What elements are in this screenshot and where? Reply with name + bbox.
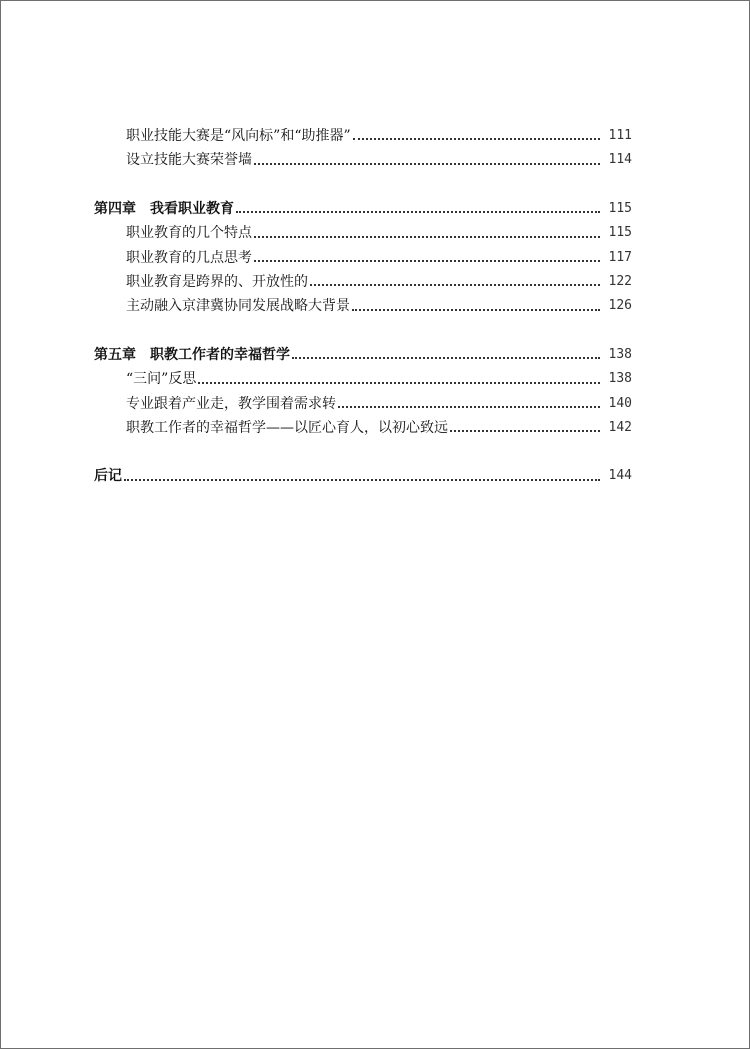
dot-leader xyxy=(236,211,600,213)
toc-block-chapter-three-tail xyxy=(94,124,632,173)
toc-entry-title: “三问”反思 xyxy=(126,371,197,388)
toc-entry-page: 114 xyxy=(608,152,632,168)
dot-leader xyxy=(450,430,600,432)
toc-chapter-title: 第四章 我看职业教育 xyxy=(94,200,234,217)
toc-entry-page: 126 xyxy=(608,298,632,314)
table-of-contents xyxy=(94,124,632,489)
toc-chapter-page: 115 xyxy=(608,200,632,216)
dot-leader xyxy=(254,163,600,165)
dot-leader xyxy=(254,236,600,238)
dot-leader xyxy=(292,357,600,359)
toc-entry-page: 122 xyxy=(608,273,632,289)
dot-leader xyxy=(198,382,600,384)
toc-entry-page: 117 xyxy=(608,249,632,265)
toc-entry-title: 职业技能大赛是“风向标”和“助推器” xyxy=(126,127,351,144)
toc-afterword-heading[interactable] xyxy=(94,464,632,488)
toc-entry-page: 138 xyxy=(608,371,632,387)
toc-entry[interactable] xyxy=(94,294,632,318)
toc-entry-title: 专业跟着产业走，教学围着需求转 xyxy=(126,395,336,412)
dot-leader xyxy=(310,284,600,286)
toc-entry[interactable] xyxy=(94,392,632,416)
dot-leader xyxy=(353,138,600,140)
toc-chapter-page: 138 xyxy=(608,346,632,362)
toc-entry-page: 140 xyxy=(608,395,632,411)
toc-entry[interactable] xyxy=(94,246,632,270)
toc-block-chapter-five xyxy=(94,343,632,441)
toc-entry-title: 职业教育是跨界的、开放性的 xyxy=(126,273,308,290)
toc-block-afterword xyxy=(94,464,632,488)
toc-chapter-heading[interactable] xyxy=(94,197,632,221)
toc-entry-page: 111 xyxy=(608,127,632,143)
toc-entry-title: 职业教育的几点思考 xyxy=(126,249,252,266)
toc-entry[interactable] xyxy=(94,416,632,440)
toc-entry-title: 职业教育的几个特点 xyxy=(126,225,252,242)
dot-leader xyxy=(124,479,600,481)
dot-leader xyxy=(338,406,600,408)
toc-entry-title: 设立技能大赛荣誉墙 xyxy=(126,152,252,169)
toc-block-chapter-four xyxy=(94,197,632,319)
toc-entry-title: 职教工作者的幸福哲学——以匠心育人，以初心致远 xyxy=(126,419,448,436)
toc-chapter-title: 第五章 职教工作者的幸福哲学 xyxy=(94,346,290,363)
dot-leader xyxy=(352,309,600,311)
toc-entry[interactable] xyxy=(94,367,632,391)
toc-entry[interactable] xyxy=(94,124,632,148)
toc-entry-page: 142 xyxy=(608,419,632,435)
toc-entry[interactable] xyxy=(94,148,632,172)
toc-entry-title: 主动融入京津冀协同发展战略大背景 xyxy=(126,298,350,315)
toc-entry[interactable] xyxy=(94,221,632,245)
toc-chapter-title: 后记 xyxy=(94,468,122,485)
toc-chapter-heading[interactable] xyxy=(94,343,632,367)
dot-leader xyxy=(254,260,600,262)
toc-entry[interactable] xyxy=(94,270,632,294)
toc-entry-page: 115 xyxy=(608,225,632,241)
toc-chapter-page: 144 xyxy=(608,468,632,484)
